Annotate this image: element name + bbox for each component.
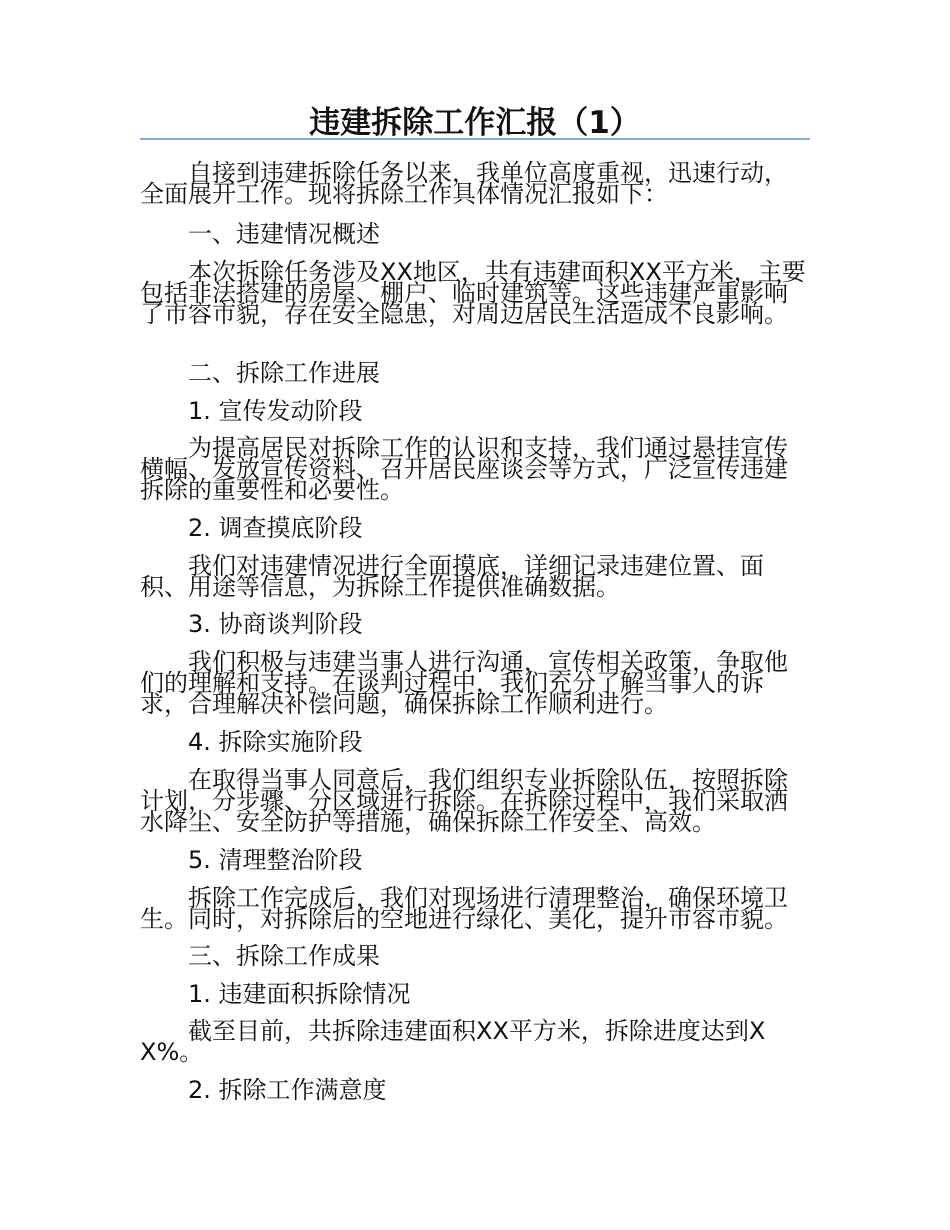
stage-paragraph-publicity: 为提高居民对拆除工作的认识和支持，我们通过悬挂宣传横幅、发放宣传资料、召开居民座谈会等方式，广泛宣传违建拆除的重要性和必要性。 [140,434,788,504]
intro-paragraph: 自接到违建拆除任务以来，我单位高度重视，迅速行动，全面展开工作。现将拆除工作具体情况汇报如下： [140,159,788,208]
section-heading-overview: 一、违建情况概述 [188,220,380,248]
title-underline [140,138,810,140]
stage-heading-demolition: 4. 拆除实施阶段 [188,728,363,756]
stage-heading-publicity: 1. 宣传发动阶段 [188,397,363,425]
stage-paragraph-cleanup: 拆除工作完成后，我们对现场进行清理整治，确保环境卫生。同时，对拆除后的空地进行绿化、美化，提升市容市貌。 [140,884,788,933]
section-heading-progress: 二、拆除工作进展 [188,359,380,387]
stage-heading-cleanup: 5. 清理整治阶段 [188,846,363,874]
result-heading-satisfaction: 2. 拆除工作满意度 [188,1076,387,1104]
result-heading-area: 1. 违建面积拆除情况 [188,980,411,1008]
section-heading-results: 三、拆除工作成果 [188,942,380,970]
stage-paragraph-survey: 我们对违建情况进行全面摸底，详细记录违建位置、面积、用途等信息，为拆除工作提供准确数据。 [140,552,764,601]
stage-heading-survey: 2. 调查摸底阶段 [188,514,363,542]
stage-heading-negotiation: 3. 协商谈判阶段 [188,610,363,638]
stage-paragraph-negotiation: 我们积极与违建当事人进行沟通，宣传相关政策，争取他们的理解和支持。在谈判过程中，我们充分了解当事人的诉求，合理解决补偿问题，确保拆除工作顺利进行。 [140,648,788,718]
result-paragraph-area: 截至目前，共拆除违建面积XX平方米，拆除进度达到XX%。 [140,1017,766,1066]
overview-paragraph: 本次拆除任务涉及XX地区，共有违建面积XX平方米，主要包括非法搭建的房屋、棚户、临时建筑等。这些违建严重影响了市容市貌，存在安全隐患，对周边居民生活造成不良影响。 [140,258,806,328]
document-title: 违建拆除工作汇报（1） [309,105,641,141]
stage-paragraph-demolition: 在取得当事人同意后，我们组织专业拆除队伍，按照拆除计划，分步骤、分区域进行拆除。在拆除过程中，我们采取洒水降尘、安全防护等措施，确保拆除工作安全、高效。 [140,766,788,836]
